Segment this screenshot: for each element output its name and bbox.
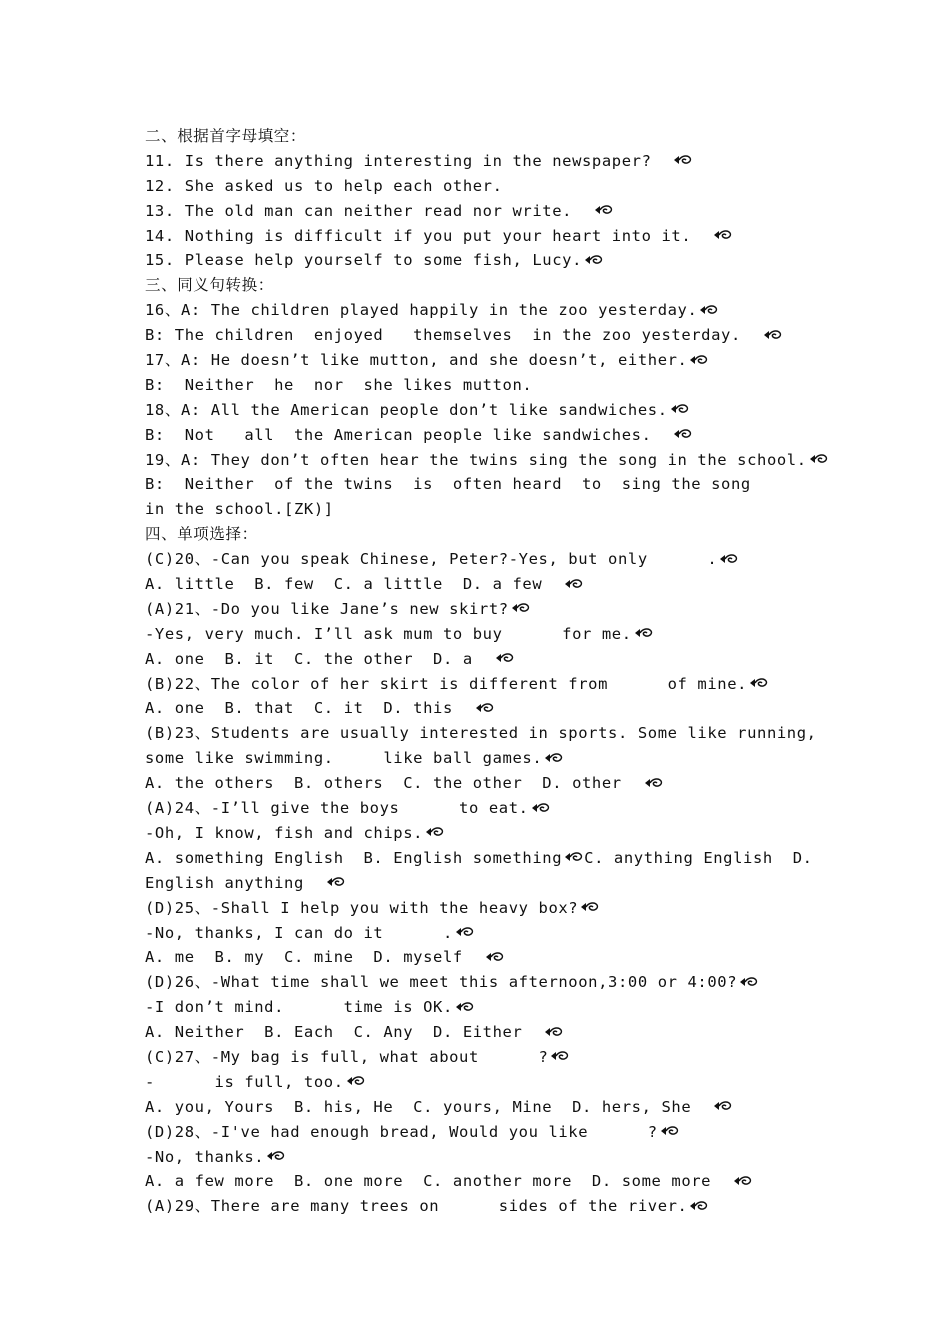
text-line	[145, 597, 815, 622]
paragraph-return-icon	[550, 1050, 570, 1062]
line-text: -Oh, I know, fish and chips.	[145, 823, 424, 842]
text-line	[145, 124, 815, 149]
text-line	[145, 398, 815, 423]
line-text-continuation: C. anything English D.	[584, 848, 813, 867]
text-line	[145, 1095, 815, 1120]
line-text: (D)28、-I've had enough bread, Would you like ?	[145, 1122, 658, 1141]
line-text: -Yes, very much. I’ll ask mum to buy for me.	[145, 624, 632, 643]
paragraph-return-icon	[584, 254, 604, 266]
line-text: A. Neither B. Each C. Any D. Either	[145, 1023, 543, 1042]
line-text: B: Neither of the twins is often heard to sing the song	[145, 475, 751, 494]
text-line	[145, 796, 815, 821]
line-text: -I don’t mind. time is OK.	[145, 998, 453, 1017]
paragraph-return-icon	[266, 1150, 286, 1162]
line-text: 二、根据首字母填空：	[145, 127, 307, 145]
line-text: 四、单项选择：	[145, 525, 258, 544]
text-line	[145, 821, 815, 846]
line-text: (A)29、There are many trees on sides of the river.	[145, 1197, 688, 1216]
line-text: English anything	[145, 873, 324, 892]
line-text: B: The children enjoyed themselves in the zoo yesterday.	[145, 326, 761, 345]
text-line	[145, 721, 815, 746]
paragraph-return-icon	[634, 627, 654, 639]
line-text: B: Not all the American people like sandwiches.	[145, 425, 672, 444]
line-text: -No, thanks, I can do it .	[145, 923, 453, 942]
line-text: A. the others B. others C. the other D. other	[145, 774, 642, 793]
text-line	[145, 572, 815, 597]
paragraph-return-icon	[580, 901, 600, 913]
line-text: (A)24、-I’ll give the boys to eat.	[145, 799, 529, 818]
document-page	[145, 124, 815, 1219]
line-text: - is full, too.	[145, 1072, 344, 1091]
paragraph-return-icon	[455, 926, 475, 938]
text-line	[145, 896, 815, 921]
paragraph-return-icon	[733, 1175, 753, 1187]
text-line	[145, 298, 815, 323]
paragraph-return-icon	[689, 354, 709, 366]
line-text: 13. The old man can neither read nor write.	[145, 201, 592, 220]
paragraph-return-icon	[326, 876, 346, 888]
text-line	[145, 970, 815, 995]
text-line	[145, 647, 815, 672]
text-line	[145, 1020, 815, 1045]
line-text: (C)27、-My bag is full, what about ?	[145, 1047, 549, 1066]
line-text: 17、A: He doesn’t like mutton, and she doesn’t, either.	[145, 351, 688, 370]
text-line	[145, 622, 815, 647]
paragraph-return-icon	[564, 851, 584, 863]
text-line	[145, 522, 815, 547]
text-line	[145, 995, 815, 1020]
text-line	[145, 224, 815, 249]
text-line	[145, 248, 815, 273]
paragraph-return-icon	[763, 329, 783, 341]
text-line	[145, 423, 815, 448]
line-text: A. you, Yours B. his, He C. yours, Mine D. hers, She	[145, 1097, 712, 1116]
line-text: 15. Please help yourself to some fish, Lucy.	[145, 251, 582, 270]
text-line	[145, 547, 815, 572]
paragraph-return-icon	[809, 453, 829, 465]
paragraph-return-icon	[719, 553, 739, 565]
text-line	[145, 497, 815, 522]
paragraph-return-icon	[495, 652, 515, 664]
text-line	[145, 1070, 815, 1095]
text-line	[145, 846, 815, 871]
text-line	[145, 771, 815, 796]
paragraph-return-icon	[425, 826, 445, 838]
line-text: 11. Is there anything interesting in the newspaper?	[145, 151, 672, 170]
text-line	[145, 672, 815, 697]
line-text: (A)21、-Do you like Jane’s new skirt?	[145, 599, 509, 618]
paragraph-return-icon	[713, 1100, 733, 1112]
paragraph-return-icon	[660, 1125, 680, 1137]
line-text: (B)22、The color of her skirt is different from of mine.	[145, 674, 748, 693]
line-text: A. little B. few C. a little D. a few	[145, 575, 563, 594]
text-line	[145, 472, 815, 497]
paragraph-return-icon	[670, 403, 690, 415]
line-text: 19、A: They don’t often hear the twins sing the song in the school.	[145, 450, 807, 469]
paragraph-return-icon	[673, 428, 693, 440]
line-text: 三、同义句转换：	[145, 276, 274, 295]
line-text: A. one B. that C. it D. this	[145, 699, 473, 718]
paragraph-return-icon	[455, 1001, 475, 1013]
line-text: 12. She asked us to help each other.	[145, 176, 503, 195]
text-line	[145, 696, 815, 721]
paragraph-return-icon	[511, 602, 531, 614]
line-text: A. me B. my C. mine D. myself	[145, 948, 483, 967]
paragraph-return-icon	[531, 802, 551, 814]
line-text: A. something English B. English something	[145, 848, 563, 867]
text-line	[145, 1120, 815, 1145]
line-text: B: Neither he nor she likes mutton.	[145, 375, 533, 394]
line-text: A. one B. it C. the other D. a	[145, 649, 493, 668]
line-text: 14. Nothing is difficult if you put your heart into it.	[145, 226, 712, 245]
text-line	[145, 273, 815, 298]
text-line	[145, 945, 815, 970]
paragraph-return-icon	[594, 204, 614, 216]
text-line	[145, 174, 815, 199]
paragraph-return-icon	[739, 976, 759, 988]
paragraph-return-icon	[564, 578, 584, 590]
paragraph-return-icon	[713, 229, 733, 241]
text-line	[145, 373, 815, 398]
paragraph-return-icon	[475, 702, 495, 714]
line-text: A. a few more B. one more C. another more D. some more	[145, 1172, 731, 1191]
paragraph-return-icon	[673, 154, 693, 166]
paragraph-return-icon	[485, 951, 505, 963]
paragraph-return-icon	[544, 1026, 564, 1038]
line-text: (C)20、-Can you speak Chinese, Peter?-Yes, but only .	[145, 550, 718, 569]
text-line	[145, 1169, 815, 1194]
text-line	[145, 149, 815, 174]
text-line	[145, 746, 815, 771]
paragraph-return-icon	[644, 777, 664, 789]
text-line	[145, 1194, 815, 1219]
line-text: -No, thanks.	[145, 1147, 265, 1166]
text-line	[145, 1145, 815, 1170]
line-text: 16、A: The children played happily in the zoo yesterday.	[145, 301, 698, 320]
paragraph-return-icon	[699, 304, 719, 316]
text-line	[145, 323, 815, 348]
line-text: some like swimming. like ball games.	[145, 749, 543, 768]
text-line	[145, 199, 815, 224]
paragraph-return-icon	[689, 1200, 709, 1212]
line-text: (D)26、-What time shall we meet this afternoon,3:00 or 4:00?	[145, 973, 738, 992]
line-text: (D)25、-Shall I help you with the heavy box?	[145, 898, 579, 917]
text-line	[145, 871, 815, 896]
text-line	[145, 448, 815, 473]
text-line	[145, 921, 815, 946]
text-line	[145, 1045, 815, 1070]
line-text: in the school.[ZK)]	[145, 500, 334, 519]
paragraph-return-icon	[544, 752, 564, 764]
text-line	[145, 348, 815, 373]
paragraph-return-icon	[749, 677, 769, 689]
line-text: 18、A: All the American people don’t like sandwiches.	[145, 400, 668, 419]
line-text: (B)23、Students are usually interested in sports. Some like running,	[145, 724, 817, 743]
paragraph-return-icon	[346, 1075, 366, 1087]
